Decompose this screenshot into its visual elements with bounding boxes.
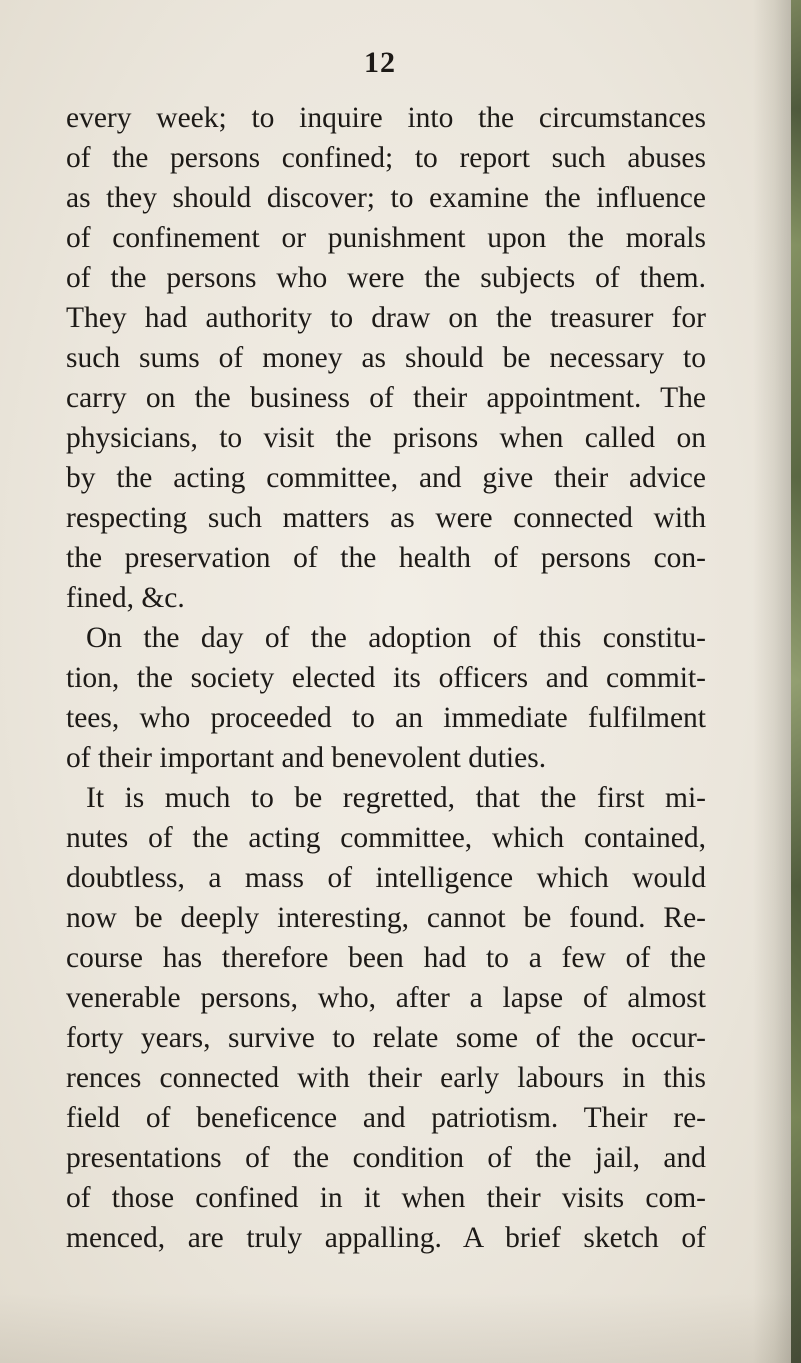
text-line: of the persons confined; to report such abuses [66, 142, 706, 174]
text-line: They had authority to draw on the treasurer for [66, 302, 706, 334]
text-line: course has therefore been had to a few of the [66, 942, 706, 974]
text-line: of the persons who were the subjects of them. [66, 262, 706, 294]
text-line: It is much to be regretted, that the first mi- [86, 782, 706, 814]
text-line: tees, who proceeded to an immediate fulfilment [66, 702, 706, 734]
text-line: now be deeply interesting, cannot be found. Re- [66, 902, 706, 934]
text-line: every week; to inquire into the circumstances [66, 102, 706, 134]
body-text [66, 98, 706, 1258]
text-line: field of beneficence and patriotism. Their re- [66, 1102, 706, 1134]
text-line: menced, are truly appalling. A brief sketch of [66, 1222, 706, 1254]
text-line: carry on the business of their appointment. The [66, 382, 706, 414]
page-edge [791, 0, 801, 1363]
text-line: as they should discover; to examine the influence [66, 182, 706, 214]
text-line: On the day of the adoption of this constitu- [86, 622, 706, 654]
page-number: 12 [364, 46, 396, 79]
text-line: doubtless, a mass of intelligence which would [66, 862, 706, 894]
text-line: tion, the society elected its officers and commit- [66, 662, 706, 694]
text-line: physicians, to visit the prisons when called on [66, 422, 706, 454]
text-line: fined, &c. [66, 582, 185, 614]
text-line: the preservation of the health of persons con- [66, 542, 706, 574]
page-bottom-shadow [0, 1293, 801, 1363]
text-line: by the acting committee, and give their advice [66, 462, 706, 494]
text-line: such sums of money as should be necessary to [66, 342, 706, 374]
text-line: of their important and benevolent duties. [66, 742, 547, 774]
text-line: respecting such matters as were connected with [66, 502, 706, 534]
text-line: of those confined in it when their visits com- [66, 1182, 706, 1214]
text-line: forty years, survive to relate some of the occur- [66, 1022, 706, 1054]
text-line: nutes of the acting committee, which contained, [66, 822, 706, 854]
text-line: presentations of the condition of the jail, and [66, 1142, 706, 1174]
text-line: venerable persons, who, after a lapse of almost [66, 982, 706, 1014]
text-line: of confinement or punishment upon the morals [66, 222, 706, 254]
text-line: rences connected with their early labours in this [66, 1062, 706, 1094]
